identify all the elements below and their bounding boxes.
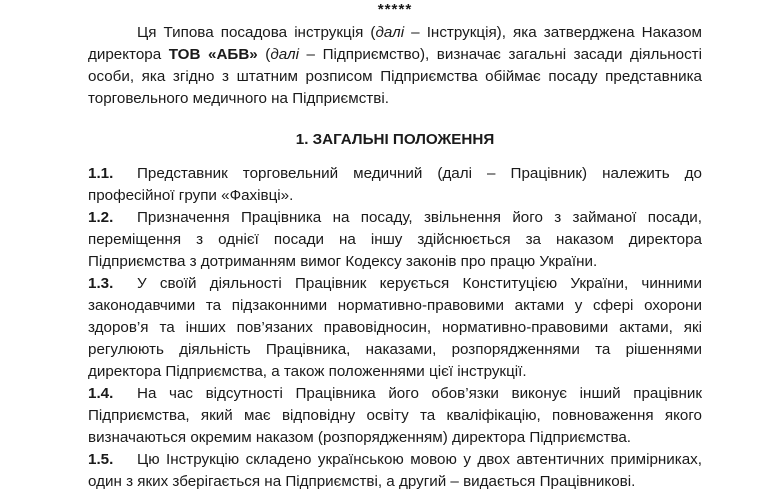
intro-text-part3: ( xyxy=(257,46,271,63)
item-text: Цю Інструкцію складено українською мовою у двох автентичних примірниках, один з яких зберігається на Підприємстві, а другий – видається Працівникові. xyxy=(88,451,702,490)
item-text: Призначення Працівника на посаду, звільнення його з займаної посади, переміщення з однієї посади на іншу здійснюється за наказом директора Підприємства з дотриманням вимог Кодексу законів про працю України. xyxy=(88,209,702,270)
section-title: 1. ЗАГАЛЬНІ ПОЛОЖЕННЯ xyxy=(295,131,495,148)
item-1-2 xyxy=(88,207,702,273)
item-number: 1.5. xyxy=(88,451,114,468)
item-1-3 xyxy=(88,273,702,383)
intro-text-part1: Ця Типова посадова інструкція ( xyxy=(137,24,376,41)
item-text: Представник торговельний медичний (далі – Працівник) належить до професійної групи «Фахівці». xyxy=(88,165,702,204)
item-1-1 xyxy=(88,163,702,207)
intro-text-part2: – Інструкція), яка затверджена Наказом директора xyxy=(88,24,702,63)
item-text: У своїй діяльності Працівник керується Конституцією України, чинними законодавчими та підзаконними нормативно-правовими актами у сфері охорони здоров’я та інших пов’язаних правовідносин, нормативно-правовими актами, які регулюють діяльність Працівника, наказами, розпорядженнями та рішеннями директора Підприємства, а також положеннями цієї інструкції. xyxy=(88,275,702,380)
intro-text-part4: – Підприємство), визначає загальні засади діяльності особи, яка згідно з штатним розписом Підприємства обіймає посаду представника торговельного медичного на Підприємстві. xyxy=(88,46,702,107)
item-number: 1.2. xyxy=(88,209,114,226)
item-number: 1.3. xyxy=(88,275,114,292)
company-name: ТОВ «АБВ» xyxy=(168,46,258,63)
item-number: 1.4. xyxy=(88,385,114,402)
intro-dali-1: далі xyxy=(375,24,405,41)
item-1-4 xyxy=(88,383,702,449)
item-number: 1.1. xyxy=(88,165,114,182)
intro-paragraph xyxy=(88,22,702,110)
separator-stars: ***** xyxy=(377,1,413,18)
intro-dali-2: далі xyxy=(270,46,299,63)
item-text: На час відсутності Працівника його обов’язки виконує інший працівник Підприємства, який має відповідну освіту та кваліфікацію, повноваження якого визначаються окремим наказом (розпорядженням) директора Підприємства. xyxy=(88,385,702,446)
document-page xyxy=(88,0,702,493)
item-1-5 xyxy=(88,449,702,493)
